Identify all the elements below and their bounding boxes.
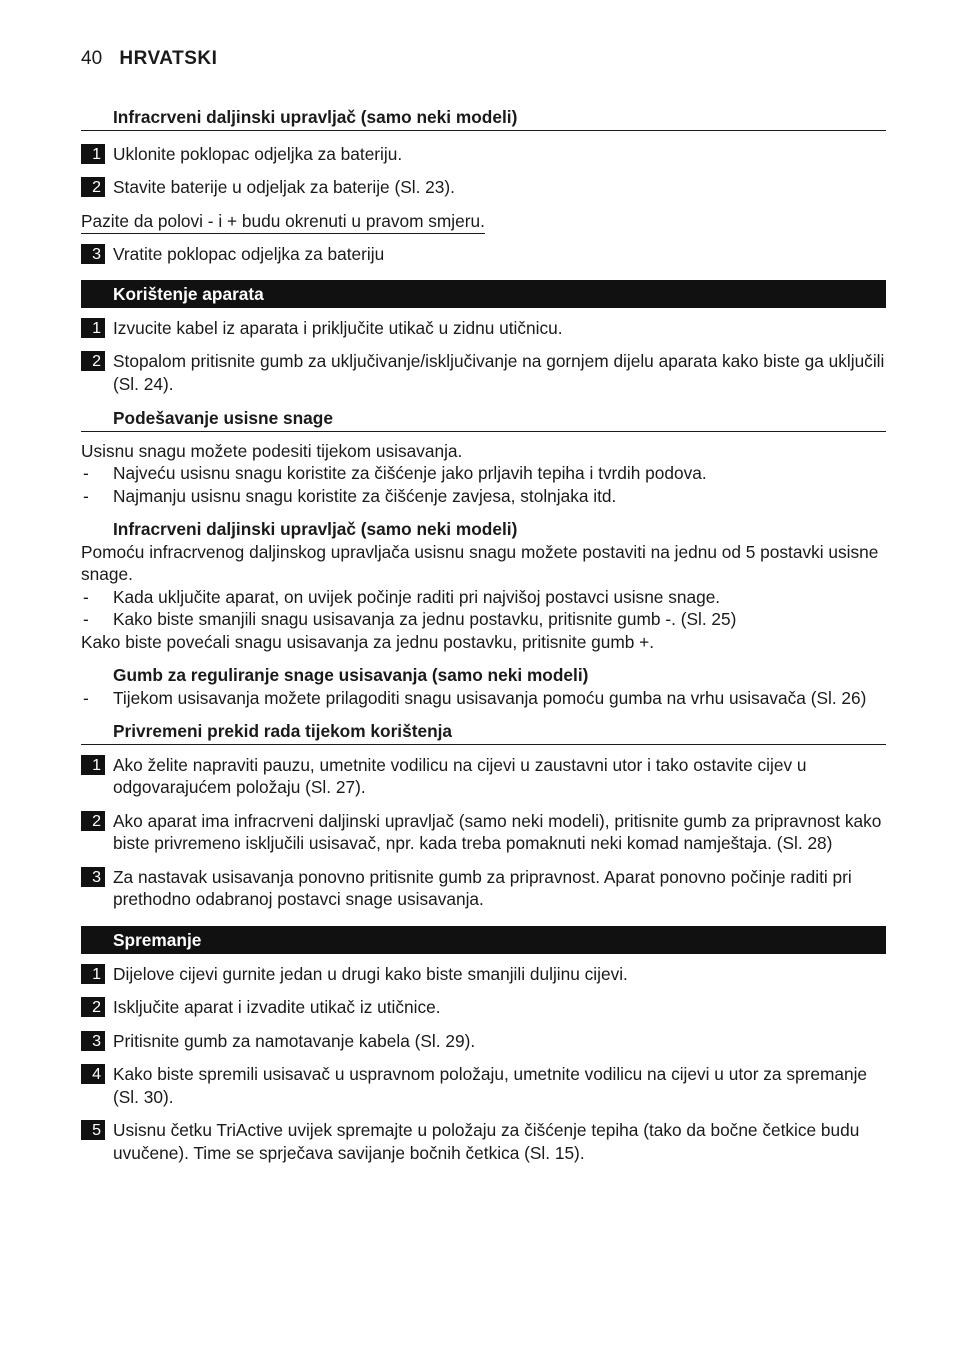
page-content <box>81 106 886 1164</box>
step-number-badge: 1 <box>81 755 105 775</box>
section-heading-suction-button: Gumb za reguliranje snage usisavanja (samo neki modeli) <box>113 665 589 685</box>
step-text: Dijelove cijevi gurnite jedan u drugi kako biste smanjili duljinu cijevi. <box>113 963 628 984</box>
step-2 <box>81 176 886 199</box>
step-number-badge: 2 <box>81 177 105 197</box>
bullet-item <box>81 462 886 485</box>
step-text: Kako biste spremili usisavač u uspravnom položaju, umetnite vodilicu na cijevi u utor za spremanje (Sl. 30). <box>113 1064 868 1107</box>
step-number-badge: 3 <box>81 244 105 264</box>
step-5 <box>81 1119 886 1164</box>
step-number-badge: 4 <box>81 1064 105 1084</box>
note-text: Pazite da polovi - i + budu okrenuti u pravom smjeru. <box>81 210 485 235</box>
step-text: Za nastavak usisavanja ponovno pritisnite gumb za pripravnost. Aparat ponovno počinje raditi pri prethodno odabranoj postavci snage usisavanja. <box>113 866 852 909</box>
page-number: 40 <box>81 48 103 69</box>
step-text: Stopalom pritisnite gumb za uključivanje/isključivanje na gornjem dijelu aparata kako biste ga uključili (Sl. 24). <box>113 351 885 394</box>
step-number-badge: 1 <box>81 144 105 164</box>
step-number-badge: 3 <box>81 867 105 887</box>
step-3 <box>81 866 886 911</box>
section-heading-remote-batteries: Infracrveni daljinski upravljač (samo neki modeli) <box>81 106 886 131</box>
step-4 <box>81 1063 886 1108</box>
dash-marker: - <box>83 586 89 607</box>
step-3 <box>81 243 886 266</box>
bullet-text: Najmanju usisnu snagu koristite za čišćenje zavjesa, stolnjaka itd. <box>113 485 617 506</box>
section-heading-using-appliance: Korištenje aparata <box>81 280 886 308</box>
section-heading-remote-suction: Infracrveni daljinski upravljač (samo neki modeli) <box>113 519 518 539</box>
section-heading-storage: Spremanje <box>81 926 886 954</box>
bullet-text: Tijekom usisavanja možete prilagoditi snagu usisavanja pomoću gumba na vrhu usisavača (Sl. 26) <box>113 687 867 708</box>
section-heading-suction-power: Podešavanje usisne snage <box>81 407 886 432</box>
step-text: Ako želite napraviti pauzu, umetnite vodilicu na cijevi u zaustavni utor i tako ostavite cijev u odgovarajućem položaju (Sl. 27). <box>113 754 807 797</box>
page-header <box>81 48 217 70</box>
section-heading-pause: Privremeni prekid rada tijekom korištenja <box>81 720 886 745</box>
step-1 <box>81 963 886 986</box>
step-2 <box>81 810 886 855</box>
step-1 <box>81 317 886 340</box>
step-number-badge: 2 <box>81 997 105 1017</box>
step-2 <box>81 996 886 1019</box>
step-number-badge: 2 <box>81 351 105 371</box>
bullet-item <box>81 608 886 631</box>
step-number-badge: 1 <box>81 318 105 338</box>
step-text: Izvucite kabel iz aparata i priključite utikač u zidnu utičnicu. <box>113 317 563 338</box>
dash-marker: - <box>83 687 89 708</box>
step-text: Vratite poklopac odjeljka za bateriju <box>113 244 385 264</box>
step-text: Pritisnite gumb za namotavanje kabela (Sl. 29). <box>113 1030 476 1051</box>
bullet-item <box>81 687 886 710</box>
step-number-badge: 3 <box>81 1031 105 1051</box>
bullet-text: Kako biste smanjili snagu usisavanja za jednu postavku, pritisnite gumb -. (Sl. 25) <box>113 609 737 629</box>
step-text: Uklonite poklopac odjeljka za bateriju. <box>113 143 403 164</box>
step-3 <box>81 1030 886 1053</box>
bullet-text: Najveću usisnu snagu koristite za čišćenje jako prljavih tepiha i tvrdih podova. <box>113 463 707 483</box>
paragraph: Pomoću infracrvenog daljinskog upravljača usisnu snagu možete postaviti na jednu od 5 postavki usisne snage. <box>81 541 879 584</box>
step-text: Stavite baterije u odjeljak za baterije (Sl. 23). <box>113 177 455 197</box>
paragraph: Usisnu snagu možete podesiti tijekom usisavanja. <box>81 440 463 461</box>
step-2 <box>81 350 886 395</box>
bullet-item <box>81 586 886 609</box>
dash-marker: - <box>83 609 89 629</box>
dash-marker: - <box>83 463 89 483</box>
step-1 <box>81 754 886 799</box>
step-text: Usisnu četku TriActive uvijek spremajte u položaju za čišćenje tepiha (tako da bočne četkice budu uvučene). Time se sprječava savijanje bočnih četkica (Sl. 15). <box>113 1120 860 1163</box>
paragraph: Kako biste povećali snagu usisavanja za jednu postavku, pritisnite gumb +. <box>81 631 655 652</box>
language-title: HRVATSKI <box>119 48 218 69</box>
step-1 <box>81 143 886 166</box>
step-text: Isključite aparat i izvadite utikač iz utičnice. <box>113 997 441 1017</box>
dash-marker: - <box>83 485 89 506</box>
bullet-item <box>81 485 886 508</box>
step-number-badge: 1 <box>81 964 105 984</box>
step-number-badge: 5 <box>81 1120 105 1140</box>
bullet-text: Kada uključite aparat, on uvijek počinje raditi pri najvišoj postavci usisne snage. <box>113 586 721 607</box>
polarity-note <box>81 210 886 235</box>
step-text: Ako aparat ima infracrveni daljinski upravljač (samo neki modeli), pritisnite gumb za pripravnost kako biste privremeno isključili usisavač, npr. kada treba pomaknuti neki komad namještaja. (Sl. 28) <box>113 810 882 853</box>
step-number-badge: 2 <box>81 811 105 831</box>
